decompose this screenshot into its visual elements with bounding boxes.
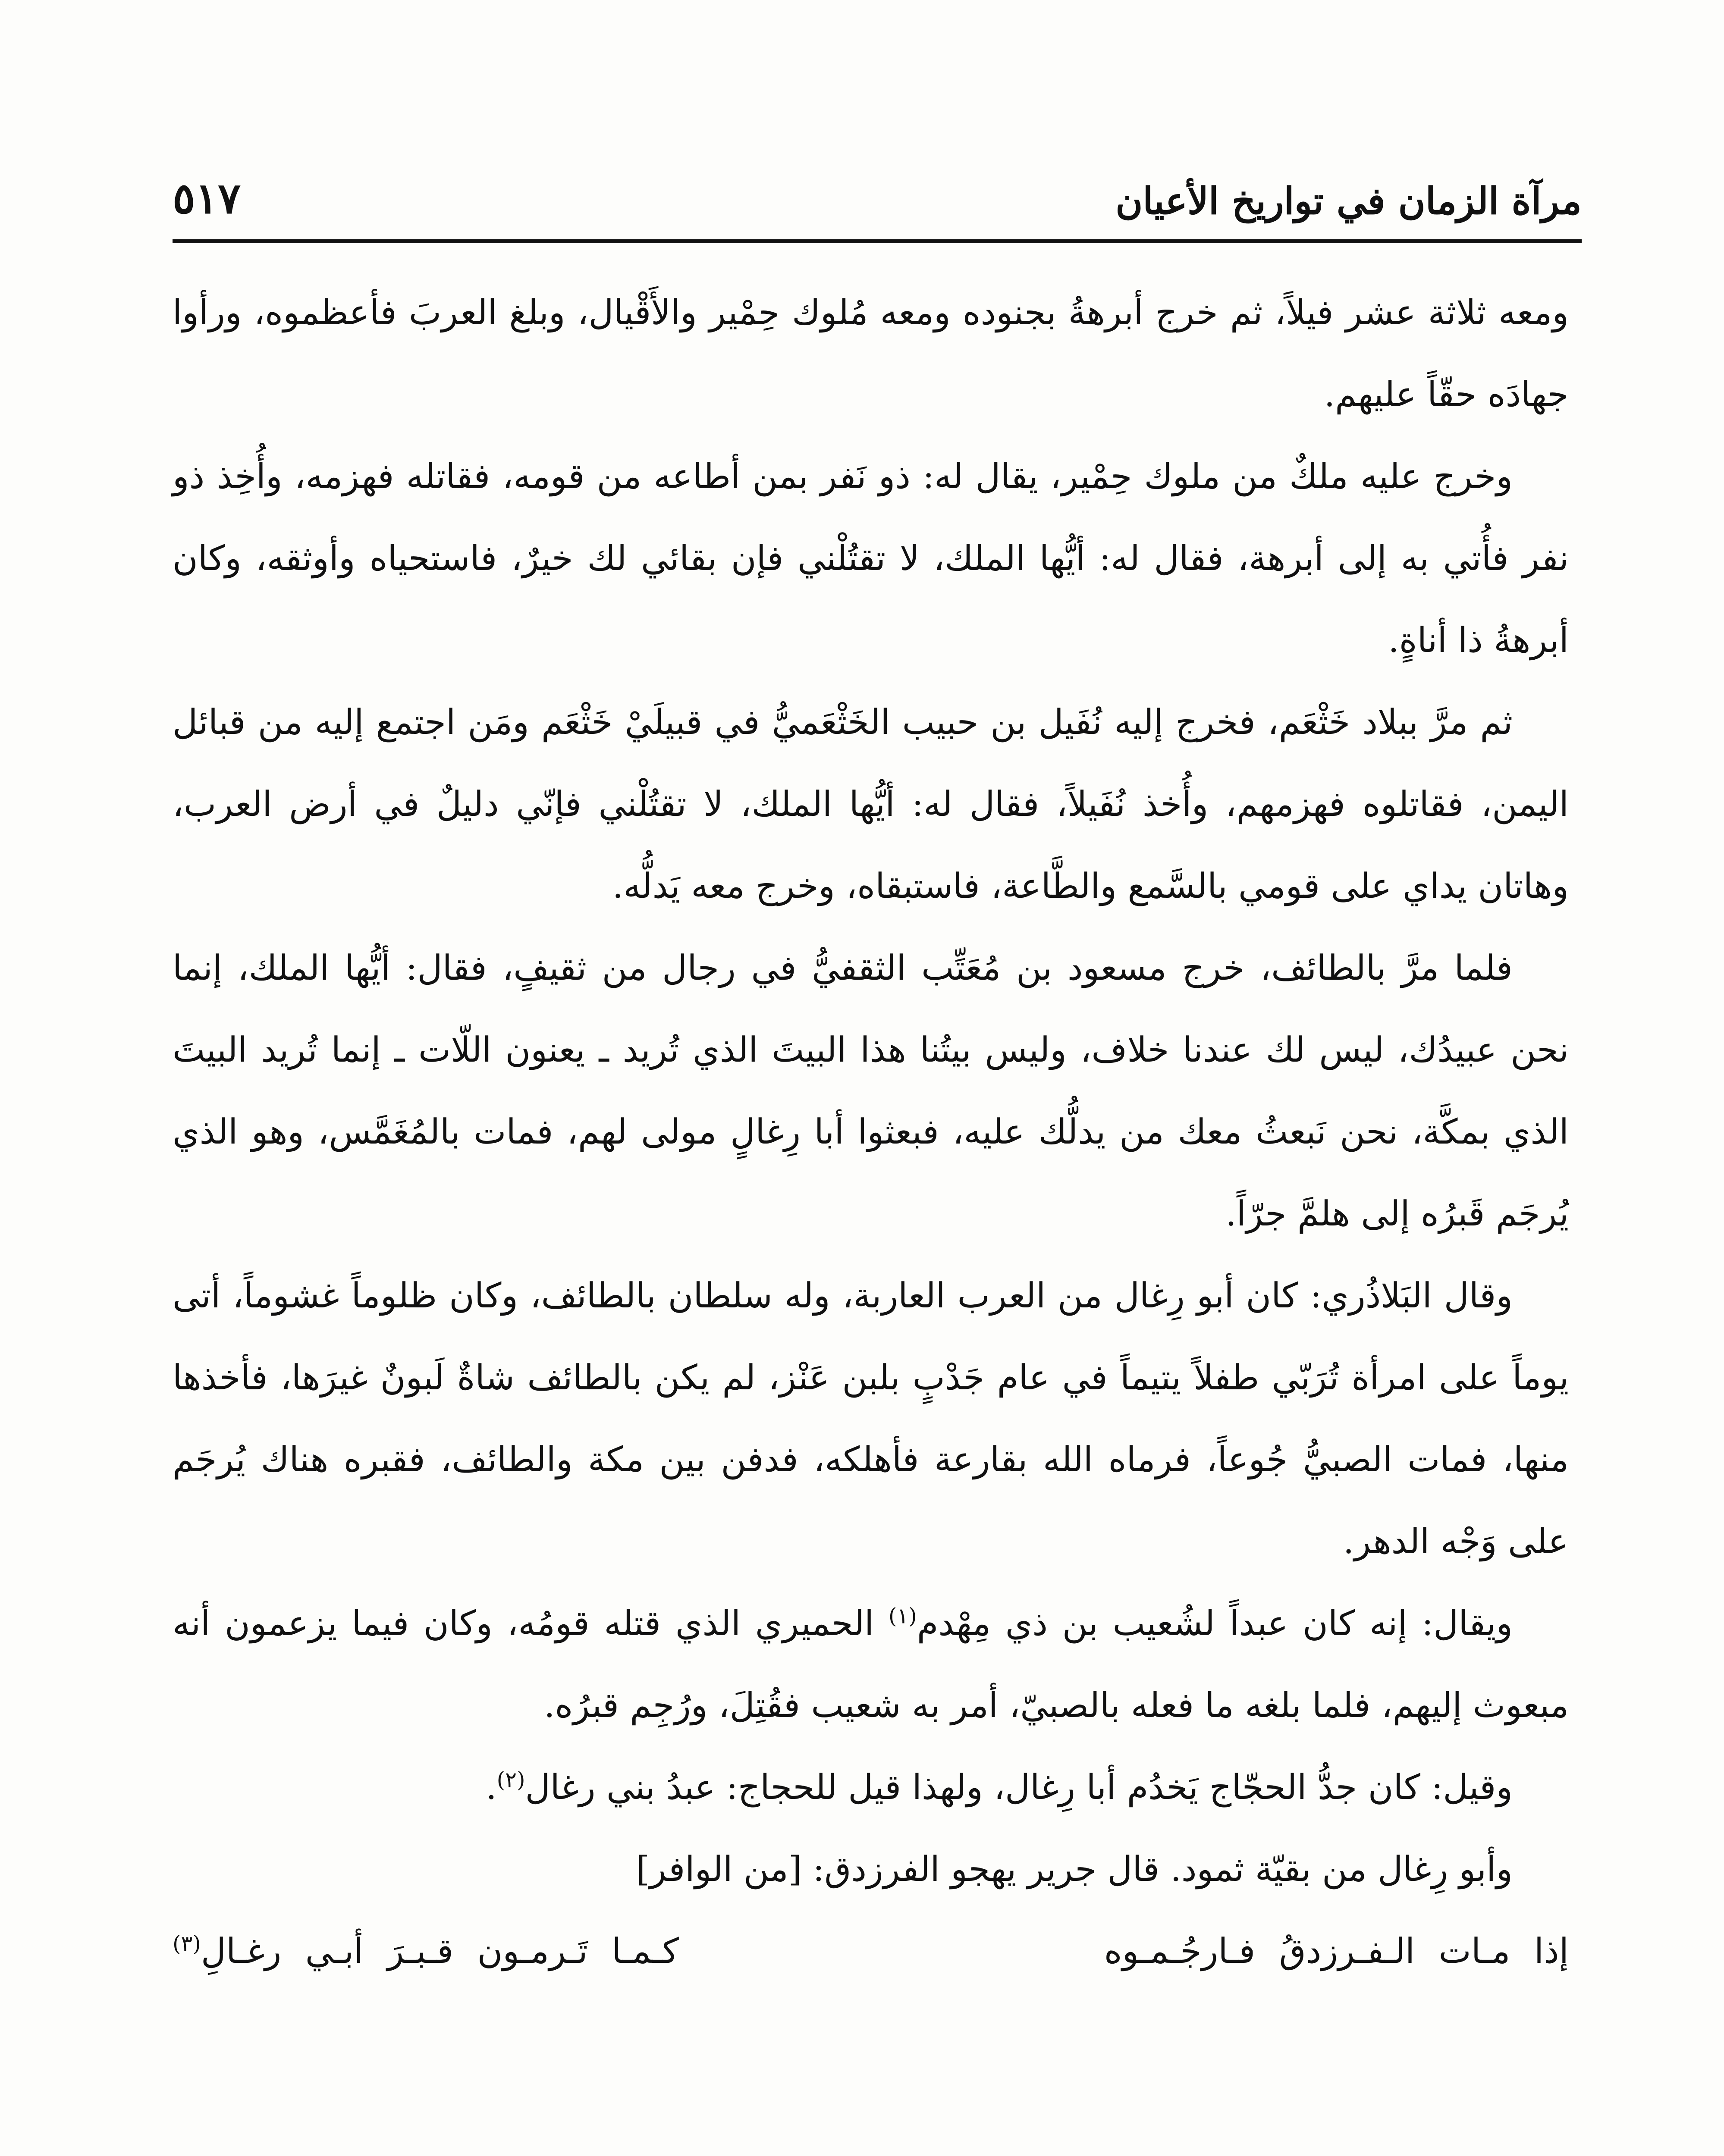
paragraph: فلما مرَّ بالطائف، خرج مسعود بن مُعَتِّب الثقفيُّ في رجال من ثقيفٍ، فقال: أيُّها الملك، إنما نحن عبيدُك، ليس لك عندنا خلاف، وليس بيتُنا هذا البيتَ الذي تُريد ـ يعنون اللّات ـ إنما تُريد البيتَ الذي بمكَّة، نحن نَبعثُ معك من يدلُّك عليه، فبعثوا أبا رِغالٍ مولى لهم، فمات بالمُغَمَّس، وهو الذي يُرجَم قَبرُه إلى هلمَّ جرّاً. — [173, 948, 1569, 1234]
poem-verse — [173, 1910, 1569, 1992]
header-divider — [173, 239, 1582, 243]
paragraph-text: وأبو رِغال من بقيّة ثمود. قال جرير يهجو الفرزدق: — [801, 1849, 1513, 1889]
paragraph: ومعه ثلاثة عشر فيلاً، ثم خرج أبرهةُ بجنوده ومعه مُلوك حِمْير والأَقْيال، وبلغ العربَ فأعظموه، ورأوا جهادَه حقّاً عليهم. — [173, 292, 1569, 414]
footnote-reference: (٢) — [496, 1767, 525, 1792]
paragraph-text: ويقال: إنه كان عبداً لشُعيب بن ذي مِهْدم — [917, 1603, 1513, 1643]
paragraph — [173, 1746, 1569, 1828]
book-title: مرآة الزمان في تواريخ الأعيان — [1115, 179, 1582, 223]
main-text — [173, 272, 1569, 1992]
paragraph — [173, 1828, 1569, 1910]
paragraph: وخرج عليه ملكٌ من ملوك حِمْير، يقال له: ذو نَفر بمن أطاعه من قومه، فقاتله فهزمه، وأُخِذ ذو نفر فأُتي به إلى أبرهة، فقال له: أيُّها الملك، لا تقتُلْني فإن بقائي لك خيرٌ، فاستحياه وأوثقه، وكان أبرهةُ ذا أناةٍ. — [173, 456, 1569, 660]
verse-first-hemistich: إذا مـات الـفـرزدقُ فـارجُـمـوه — [1104, 1931, 1569, 1971]
footnote-reference: (١) — [888, 1603, 917, 1629]
paragraph: ثم مرَّ ببلاد خَثْعَم، فخرج إليه نُفَيل بن حبيب الخَثْعَميُّ في قبيلَيْ خَثْعَم ومَن اجتمع إليه من قبائل اليمن، فقاتلوه فهزمهم، وأُخذ نُفَيلاً، فقال له: أيُّها الملك، لا تقتُلْني فإنّي دليلٌ في أرض العرب، وهاتان يداي على قومي بالسَّمع والطَّاعة، فاستبقاه، وخرج معه يَدلُّه. — [173, 702, 1569, 906]
verse-second-text: كـمـا تَـرمـون قـبـرَ أبـي رغـالِ — [201, 1931, 679, 1971]
poetic-meter-label: [من الوافر] — [636, 1849, 802, 1889]
paragraph — [173, 1583, 1569, 1746]
paragraph-text: الحميري الذي قتله قومُه، وكان فيما يزعمون أنه مبعوث إليهم، فلما بلغه ما فعله بالصبيّ، أمر به شعيب فقُتِلَ، ورُجِم قبرُه. — [173, 1603, 1569, 1725]
verse-second-hemistich — [173, 1910, 679, 1992]
page-number: ٥١٧ — [173, 174, 241, 223]
paragraph-end: . — [486, 1767, 497, 1807]
paragraph: وقال البَلاذُري: كان أبو رِغال من العرب العاربة، وله سلطان بالطائف، وكان ظلوماً غشوماً، أتى يوماً على امرأة تُرَبّي طفلاً يتيماً في عام جَدْبٍ بلبن عَنْز، لم يكن بالطائف شاةٌ لَبونٌ غيرَها، فأخذها منها، فمات الصبيُّ جُوعاً، فرماه الله بقارعة فأهلكه، فدفن بين مكة والطائف، فقبره هناك يُرجَم على وَجْه الدهر. — [173, 1275, 1569, 1561]
page-header — [173, 155, 1582, 223]
paragraph-text: وقيل: كان جدُّ الحجّاج يَخدُم أبا رِغال، ولهذا قيل للحجاج: عبدُ بني رغال — [525, 1767, 1513, 1807]
footnote-reference: (٣) — [173, 1931, 201, 1956]
